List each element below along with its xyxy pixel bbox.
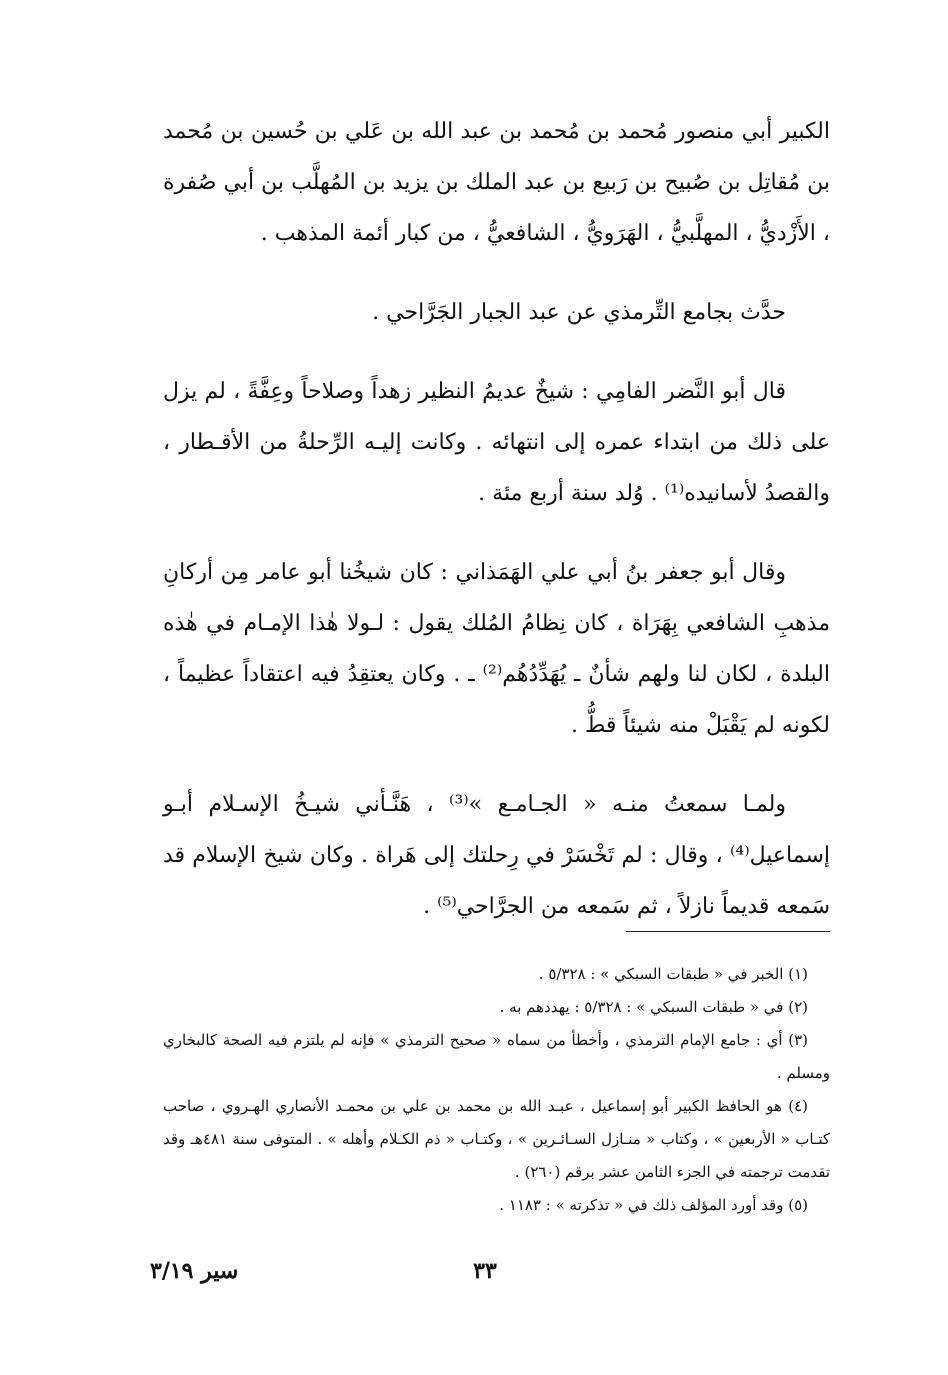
paragraph-abu-nadr: قال أبو النَّضر الفامِي : شيخٌ عديمُ النظير زهداً وصلاحاً وعِفَّةً ، لم يزل على ذلك من ابتداء عمره إلى انتهائه . وكانت إليـه الرِّحلةُ من الأقـطار ، والقصدُ لأسانيده⁽¹⁾ . وُلد سنة أربع مئة . <box>163 379 830 506</box>
page-number: ٣٣ <box>473 1258 497 1284</box>
paragraph-lineage: الكبير أبي منصور مُحمد بن مُحمد بن عبد الله بن عَلي بن حُسين بن مُحمد بن مُقاتِل بن صُبيح بن رَبيع بن عبد الملك بن يزيد بن المُهلَّب بن أبي صُفرة ، الأَزْديُّ ، المهلَّبيُّ ، الهَرَويُّ ، الشافعيُّ ، من كبار أئمة المذهب . <box>163 119 830 246</box>
paragraph-al-jami: ولمـا سمعتُ منـه « الجـامـع »⁽³⁾ ، هَنَّـأني شيـخُ الإسـلام أبـو إسماعيل⁽⁴⁾ ، وقال : لم تَخْسَرْ في رِحلتك إلى هَراة . وكان شيخ الإسلام قد سَمعه قديماً نازلاً ، ثم سَمعه من الجرَّاحي⁽⁵⁾ . <box>163 792 830 919</box>
footnote-5: (٥) وقد أورد المؤلف ذلك في « تذكرته » : ١١٨٣ . <box>499 1196 808 1214</box>
footnote-divider <box>626 931 830 932</box>
footnote-4: (٤) هو الحافظ الكبير أبو إسماعيل ، عبـد الله بن محمد بن علي بن محمـد الأنصاري الهـروي ، صاحب كتـاب « الأربعين » ، وكتاب « منـازل السـائـرين » ، وكتـاب « ذم الكـلام وأهله » . المتوفى سنة ٤٨١هـ وقد تقدمت ترجمته في الجزء الثامن عشر برقم (٢٦٠) . <box>163 1097 830 1181</box>
paragraph-abu-jafar: وقال أبو جعفر بنُ أبي علي الهَمَذاني : كان شيخُنا أبو عامر مِن أركانِ مذهبِ الشافعي بِهَرَاة ، كان نِظامُ المُلك يقول : لـولا هٰذا الإمـام في هٰذه البلدة ، لكان لنا ولهم شأنٌ ـ يُهَدِّدُهُم⁽²⁾ ـ . وكان يعتقِدُ فيه اعتقاداً عظيماً ، لكونه لم يَقْبَلْ منه شيئاً قطُّ . <box>163 560 830 738</box>
footnotes <box>163 958 830 1222</box>
footnote-3: (٣) أي : جامع الإمام الترمذي ، وأخطأ من سماه « صحيح الترمذي » فإنه لم يلتزم فيه الصحة كالبخاري ومسلم . <box>163 1031 830 1082</box>
paragraph-narration: حدَّث بجامع التِّرمذي عن عبد الجبار الجَرَّاحي . <box>372 300 786 325</box>
printer-signature: سير ٣/١٩ <box>150 1258 239 1284</box>
main-text <box>163 106 830 960</box>
footnote-2: (٢) في « طبقات السبكي » : ٥/٣٢٨ : يهددهم به . <box>499 998 808 1016</box>
footnote-1: (١) الخبر في « طبقات السبكي » : ٥/٣٢٨ . <box>538 965 808 983</box>
